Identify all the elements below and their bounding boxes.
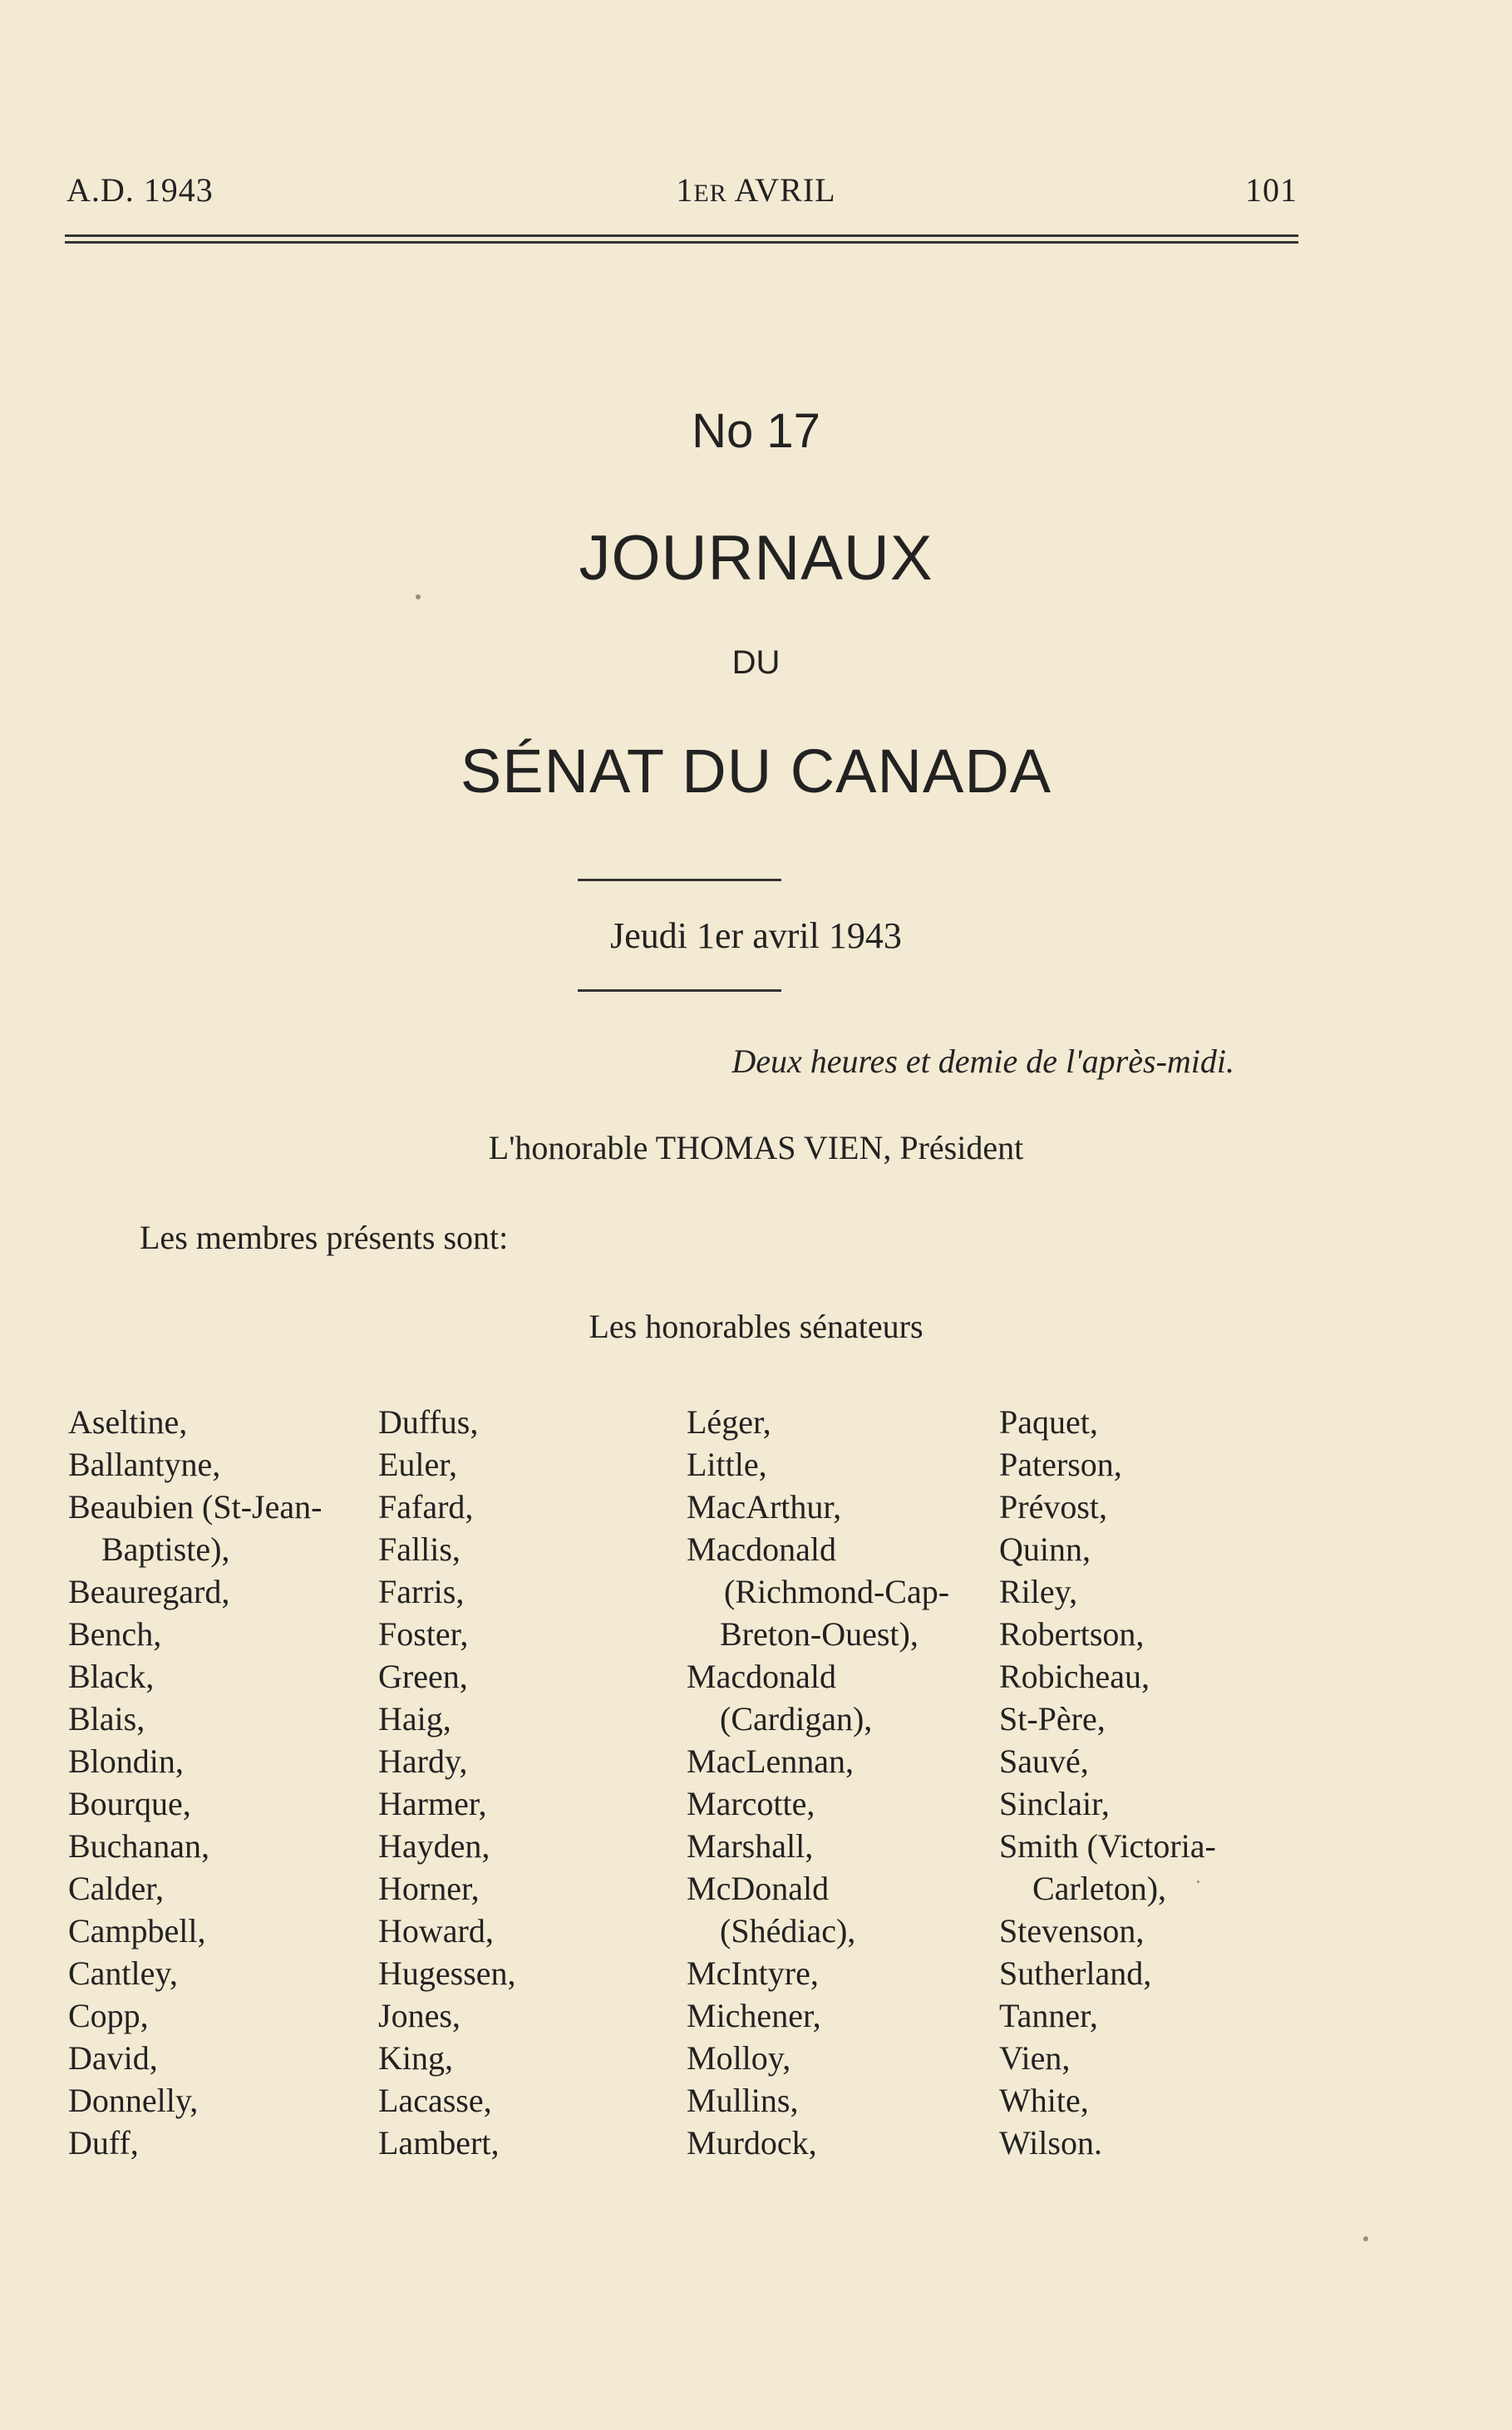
senator-name: Harmer, [378,1785,487,1822]
senator-name: Robicheau, [999,1658,1150,1695]
senator-name: Cantley, [68,1954,178,1992]
members-intro: Les membres présents sont: [140,1219,509,1256]
senator-name: MacArthur, [687,1488,842,1526]
senator-name: Marcotte, [687,1785,815,1822]
senator-name: Riley, [999,1573,1078,1610]
senator-name: Fallis, [378,1530,460,1568]
senator-name: (Richmond-Cap- [724,1573,950,1610]
senators-heading: Les honorables sénateurs [589,1308,923,1345]
senators-column-4 [999,1401,1216,2164]
senator-name: Prévost, [999,1488,1107,1526]
header-ordinal: ER [693,180,727,207]
senator-name: Blondin, [68,1742,184,1780]
senator-name: Hayden, [378,1827,490,1865]
senator-name: Quinn, [999,1530,1091,1568]
header-year: A.D. 1943 [66,171,214,209]
senator-name: Foster, [378,1615,469,1653]
senator-name: Mullins, [687,2082,799,2119]
senator-name: Farris, [378,1573,465,1610]
senator-name: Paterson, [999,1446,1122,1483]
senator-name: Breton-Ouest), [720,1615,919,1653]
senator-name: Léger, [687,1403,771,1441]
senator-name: Paquet, [999,1403,1098,1441]
senators-column-3 [687,1401,949,2164]
senator-name: Baptiste), [101,1530,230,1568]
rule-below-date [578,989,781,992]
senator-name: Blais, [68,1700,145,1737]
senator-name: Campbell, [68,1912,206,1949]
senator-name: McIntyre, [687,1954,819,1992]
senator-name: Michener, [687,1997,821,2034]
journal-number: No 17 [692,404,820,458]
senator-name: Donnelly, [68,2082,199,2119]
header-day: 1 [676,171,694,209]
senator-name: Hugessen, [378,1954,516,1992]
senator-name: Carleton), [1032,1870,1167,1907]
senator-name: (Cardigan), [720,1700,873,1737]
senator-name: Howard, [378,1912,494,1949]
senator-name: Calder, [68,1870,165,1907]
paper-speck [1197,1880,1199,1883]
header-month: AVRIL [726,171,836,209]
senator-name: Beauregard, [68,1573,230,1610]
senator-name: Green, [378,1658,468,1695]
session-date: Jeudi 1er avril 1943 [610,915,902,956]
senator-name: Marshall, [687,1827,814,1865]
senator-name: Fafard, [378,1488,474,1526]
senator-name: Vien, [999,2039,1071,2077]
senator-name: Smith (Victoria- [999,1827,1216,1865]
senator-name: Ballantyne, [68,1446,221,1483]
title-senat: SÉNAT DU CANADA [460,737,1052,806]
senator-name: King, [378,2039,453,2077]
senator-name: Stevenson, [999,1912,1145,1949]
senator-name: Bourque, [68,1785,191,1822]
senator-name: Aseltine, [68,1403,188,1441]
senator-name: Jones, [378,1997,460,2034]
senator-name: Lacasse, [378,2082,492,2119]
senator-name: Little, [687,1446,767,1483]
senator-name: Copp, [68,1997,149,2034]
senator-name: Tanner, [999,1997,1098,2034]
senator-name: (Shédiac), [720,1912,856,1949]
senator-name: Murdock, [687,2124,817,2161]
senator-name: Sutherland, [999,1954,1152,1992]
senator-name: White, [999,2082,1089,2119]
rule-above-date [578,879,781,881]
senator-name: Lambert, [378,2124,500,2161]
senator-name: McDonald [687,1870,830,1907]
senators-column-1 [68,1401,322,2164]
president-line: L'honorable THOMAS VIEN, Président [488,1129,1024,1166]
paper-speck [416,594,421,599]
senator-name: Euler, [378,1446,458,1483]
session-time: Deux heures et demie de l'après-midi. [731,1042,1234,1080]
senator-name: Haig, [378,1700,451,1737]
senator-name: Hardy, [378,1742,468,1780]
senator-name: David, [68,2039,158,2077]
senator-name: Macdonald [687,1658,836,1695]
senator-name: Sauvé, [999,1742,1089,1780]
senator-name: Duff, [68,2124,139,2161]
senator-name: Macdonald [687,1530,836,1568]
senators-column-2 [378,1401,516,2164]
header-rule [65,234,1298,244]
title-du: DU [731,644,781,681]
senator-name: Molloy, [687,2039,791,2077]
senator-name: Beaubien (St-Jean- [68,1488,323,1526]
senator-name: MacLennan, [687,1742,855,1780]
title-journaux: JOURNAUX [579,523,933,594]
senator-name: Duffus, [378,1403,479,1441]
senator-name: Bench, [68,1615,162,1653]
senator-name: Sinclair, [999,1785,1110,1822]
senator-name: Buchanan, [68,1827,209,1865]
paper-speck [1363,2236,1368,2241]
senator-name: Robertson, [999,1615,1145,1653]
senator-name: Horner, [378,1870,480,1907]
senator-name: Wilson. [999,2124,1102,2161]
senator-name: Black, [68,1658,155,1695]
senator-name: St-Père, [999,1700,1106,1737]
page-number: 101 [1245,171,1298,209]
